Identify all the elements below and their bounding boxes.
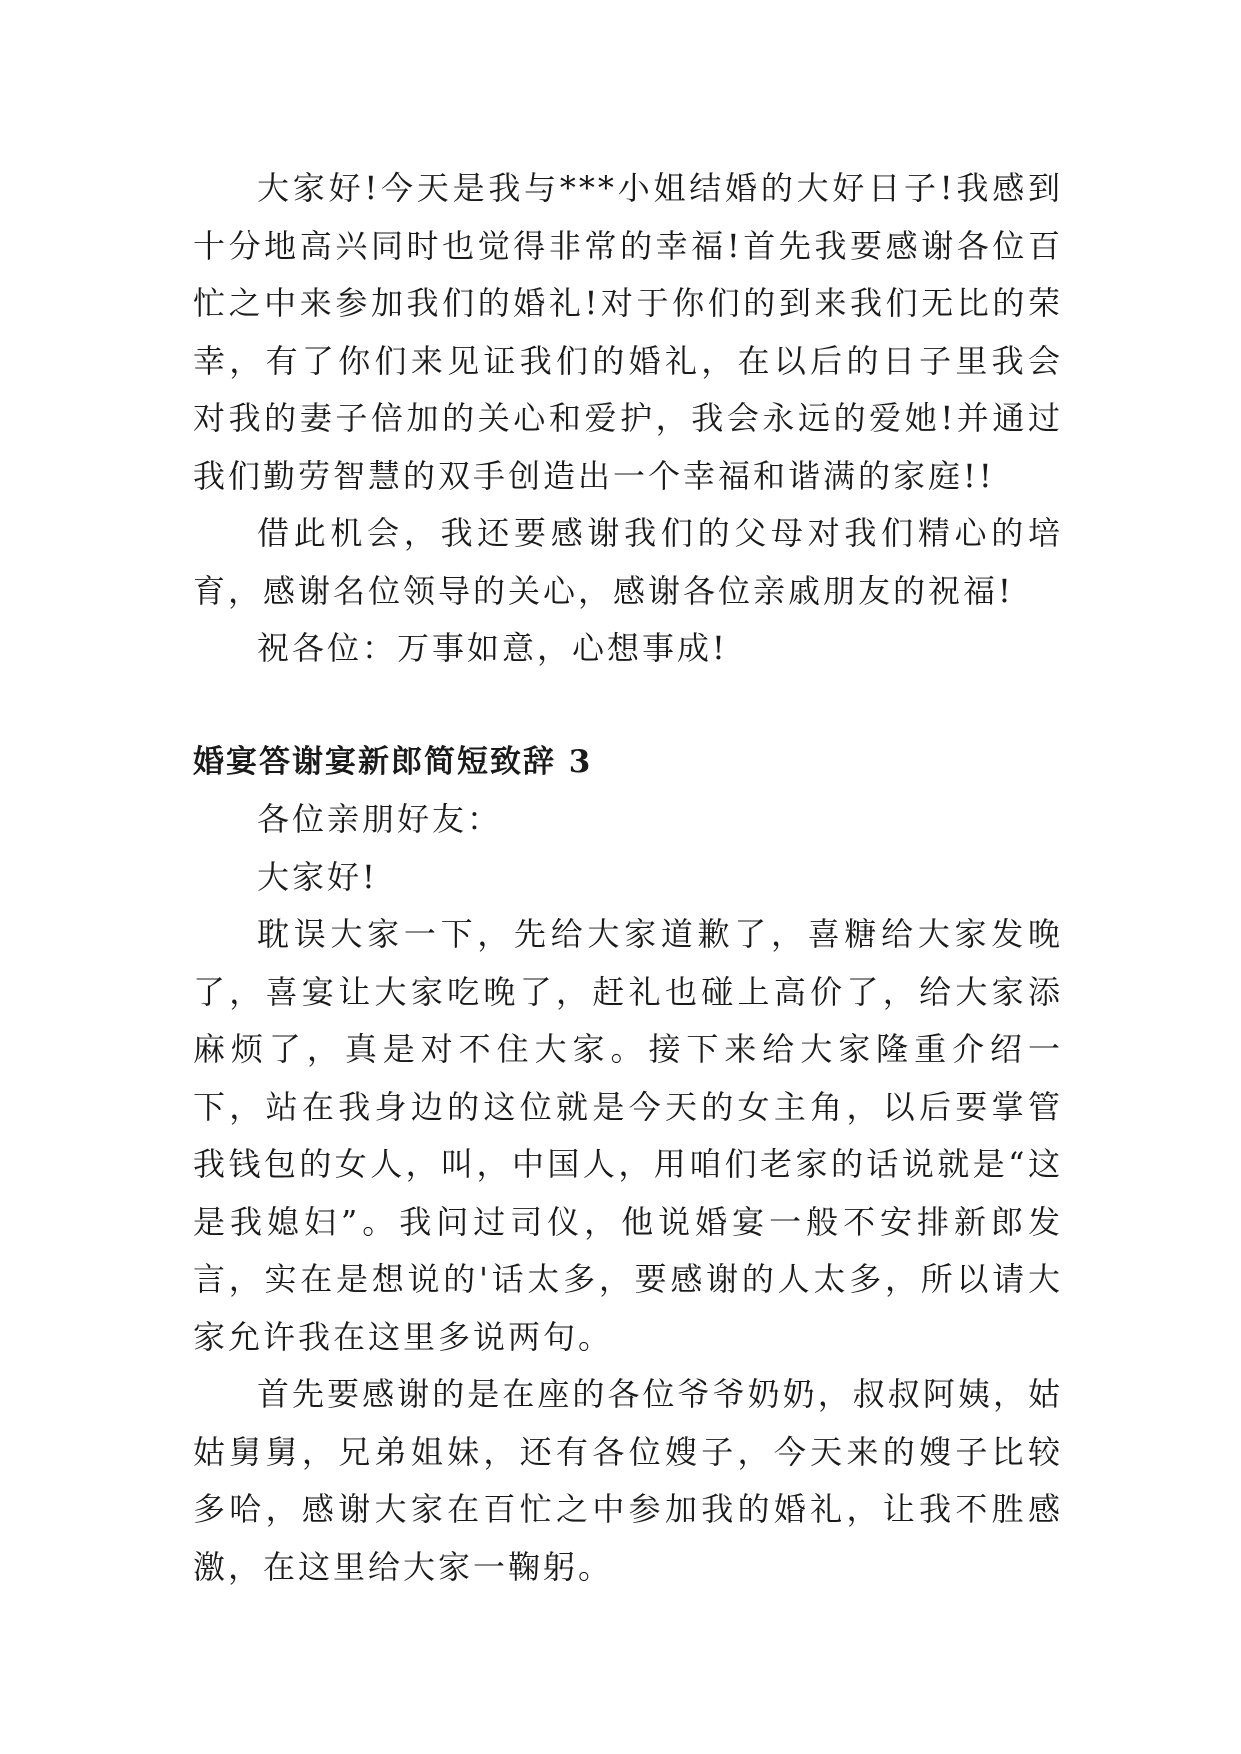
document-page (193, 160, 1063, 1596)
paragraph-apology: 耽误大家一下，先给大家道歉了，喜糖给大家发晚了，喜宴让大家吃晚了，赶礼也碰上高价了，给大家添麻烦了，真是对不住大家。接下来给大家隆重介绍一下，站在我身边的这位就是今天的女主角，以后要掌管我钱包的女人，叫，中国人，用咱们老家的话说就是“这是我媳妇”。我问过司仪，他说婚宴一般不安排新郎发言，实在是想说的'话太多，要感谢的人太多，所以请大家允许我在这里多说两句。 (193, 915, 1063, 1356)
paragraph-greeting: 大家好!今天是我与***小姐结婚的大好日子!我感到十分地高兴同时也觉得非常的幸福!首先我要感谢各位百忙之中来参加我们的婚礼!对于你们的到来我们无比的荣幸，有了你们来见证我们的婚礼，在以后的日子里我会对我的妻子倍加的关心和爱护，我会永远的爱她!并通过我们勤劳智慧的双手创造出一个幸福和谐满的家庭!! (193, 169, 1063, 495)
paragraph-thanks-parents: 借此机会，我还要感谢我们的父母对我们精心的培育，感谢名位领导的关心，感谢各位亲戚朋友的祝福! (193, 514, 1063, 610)
paragraph-wishes: 祝各位：万事如意，心想事成! (257, 629, 728, 667)
paragraph-salutation: 各位亲朋好友： (257, 800, 503, 838)
paragraph-hello: 大家好! (257, 857, 378, 896)
section-title: 婚宴答谢宴新郎简短致辞 3 (193, 743, 593, 780)
section-spacer (193, 678, 1063, 734)
paragraph-gratitude: 首先要感谢的是在座的各位爷爷奶奶，叔叔阿姨，姑姑舅舅，兄弟姐妹，还有各位嫂子，今天来的嫂子比较多哈，感谢大家在百忙之中参加我的婚礼，让我不胜感激，在这里给大家一鞠躬。 (193, 1375, 1063, 1586)
